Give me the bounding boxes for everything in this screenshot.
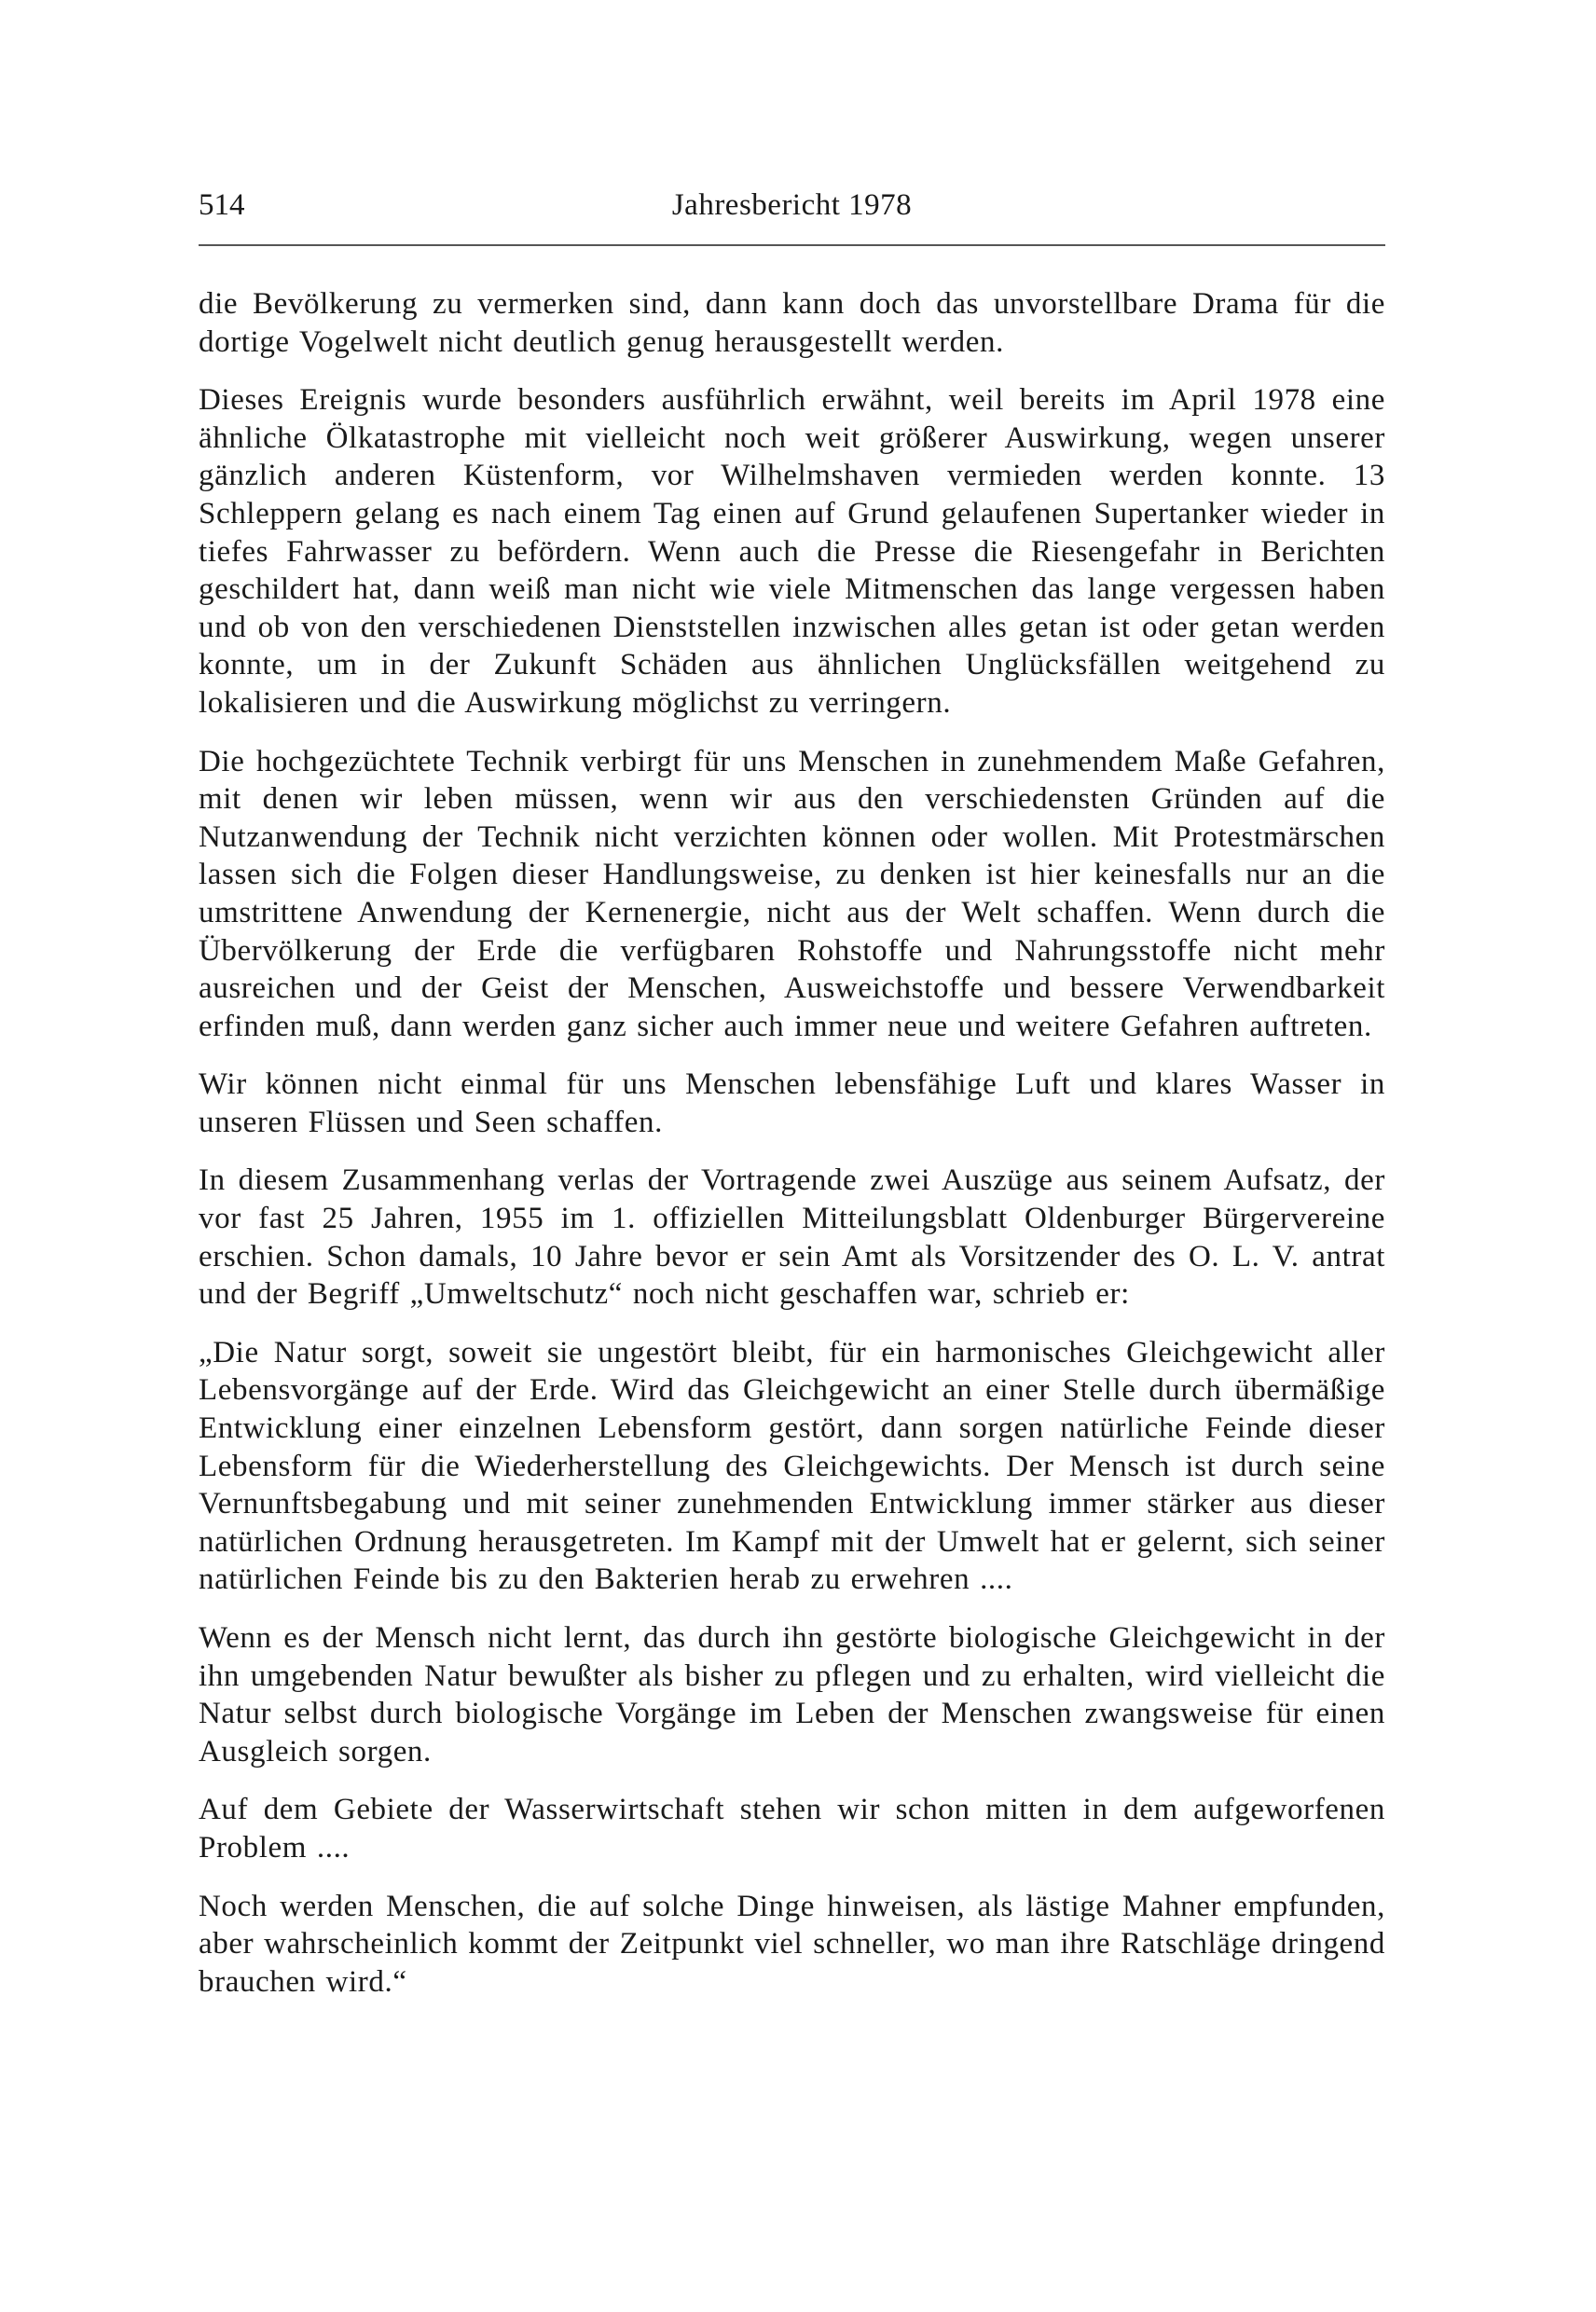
paragraph: die Bevölkerung zu vermerken sind, dann kann doch das unvorstellbare Drama für die dortige Vogelwelt nicht deutlich genug herausgestellt werden. [199, 287, 1385, 359]
running-head [199, 177, 1385, 233]
body-text [199, 285, 1385, 2001]
quote-paragraph: Wenn es der Mensch nicht lernt, das durch ihn gestörte biologische Gleichgewicht in der ihn umgebenden Natur bewußter als bisher zu pflegen und zu erhalten, wird vielleicht die Natur selbst durch biologische Vorgänge im Leben der Menschen zwangsweise für einen Ausgleich sorgen. [199, 1621, 1385, 1768]
paragraph: Wir können nicht einmal für uns Menschen lebensfähige Luft und klares Wasser in unseren Flüssen und Seen schaffen. [199, 1067, 1385, 1139]
page [199, 177, 1385, 2021]
paragraph: Dieses Ereignis wurde besonders ausführlich erwähnt, weil bereits im April 1978 eine ähnliche Ölkatastrophe mit vielleicht noch weit größerer Auswirkung, wegen unserer gänzlich anderen Küstenform, vor Wilhelmshaven vermieden werden konnte. 13 Schleppern gelang es nach einem Tag einen auf Grund gelaufenen Supertanker wieder in tiefes Fahrwasser zu befördern. Wenn auch die Presse die Riesengefahr in Berichten geschildert hat, dann weiß man nicht wie viele Mitmenschen das lange vergessen haben und ob von den verschiedenen Dienststellen inzwischen alles getan ist oder getan werden konnte, um in der Zukunft Schäden aus ähnlichen Unglücksfällen weitgehend zu lokalisieren und die Auswirkung möglichst zu verringern. [199, 383, 1385, 720]
quote-paragraph: „Die Natur sorgt, soweit sie ungestört bleibt, für ein harmonisches Gleichgewicht aller Lebensvorgänge auf der Erde. Wird das Gleichgewicht an einer Stelle durch übermäßige Entwicklung einer einzelnen Lebensform gestört, dann sorgen natürliche Feinde dieser Lebensform für die Wiederherstellung des Gleichgewichts. Der Mensch ist durch seine Vernunftsbegabung und mit seiner zunehmenden Entwicklung immer stärker aus dieser natürlichen Ordnung herausgetreten. Im Kampf mit der Umwelt hat er gelernt, sich seiner natürlichen Feinde bis zu den Bakterien herab zu erwehren .... [199, 1335, 1385, 1597]
page-number: 514 [199, 188, 245, 222]
header-rule [199, 244, 1385, 246]
paragraph: In diesem Zusammenhang verlas der Vortragende zwei Auszüge aus seinem Aufsatz, der vor fast 25 Jahren, 1955 im 1. offiziellen Mitteilungsblatt Oldenburger Bürgervereine erschien. Schon damals, 10 Jahre bevor er sein Amt als Vorsitzender des O. L. V. antrat und der Begriff „Umweltschutz“ noch nicht geschaffen war, schrieb er: [199, 1163, 1385, 1312]
running-title: Jahresbericht 1978 [671, 188, 913, 222]
quote-paragraph: Auf dem Gebiete der Wasserwirtschaft stehen wir schon mitten in dem aufgeworfenen Problem .... [199, 1793, 1385, 1865]
paragraph: Die hochgezüchtete Technik verbirgt für uns Menschen in zunehmendem Maße Gefahren, mit denen wir leben müssen, wenn wir aus den verschiedensten Gründen auf die Nutzanwendung der Technik nicht verzichten können oder wollen. Mit Protestmärschen lassen sich die Folgen dieser Handlungsweise, zu denken ist hier keinesfalls nur an die umstrittene Anwendung der Kernenergie, nicht aus der Welt schaffen. Wenn durch die Übervölkerung der Erde die verfügbaren Rohstoffe und Nahrungsstoffe nicht mehr ausreichen und der Geist der Menschen, Ausweichstoffe und bessere Verwendbarkeit erfinden muß, dann werden ganz sicher auch immer neue und weitere Gefahren auftreten. [199, 744, 1385, 1043]
quote-paragraph: Noch werden Menschen, die auf solche Dinge hinweisen, als lästige Mahner empfunden, aber wahrscheinlich kommt der Zeitpunkt viel schneller, wo man ihre Ratschläge dringend brauchen wird.“ [199, 1889, 1385, 1999]
